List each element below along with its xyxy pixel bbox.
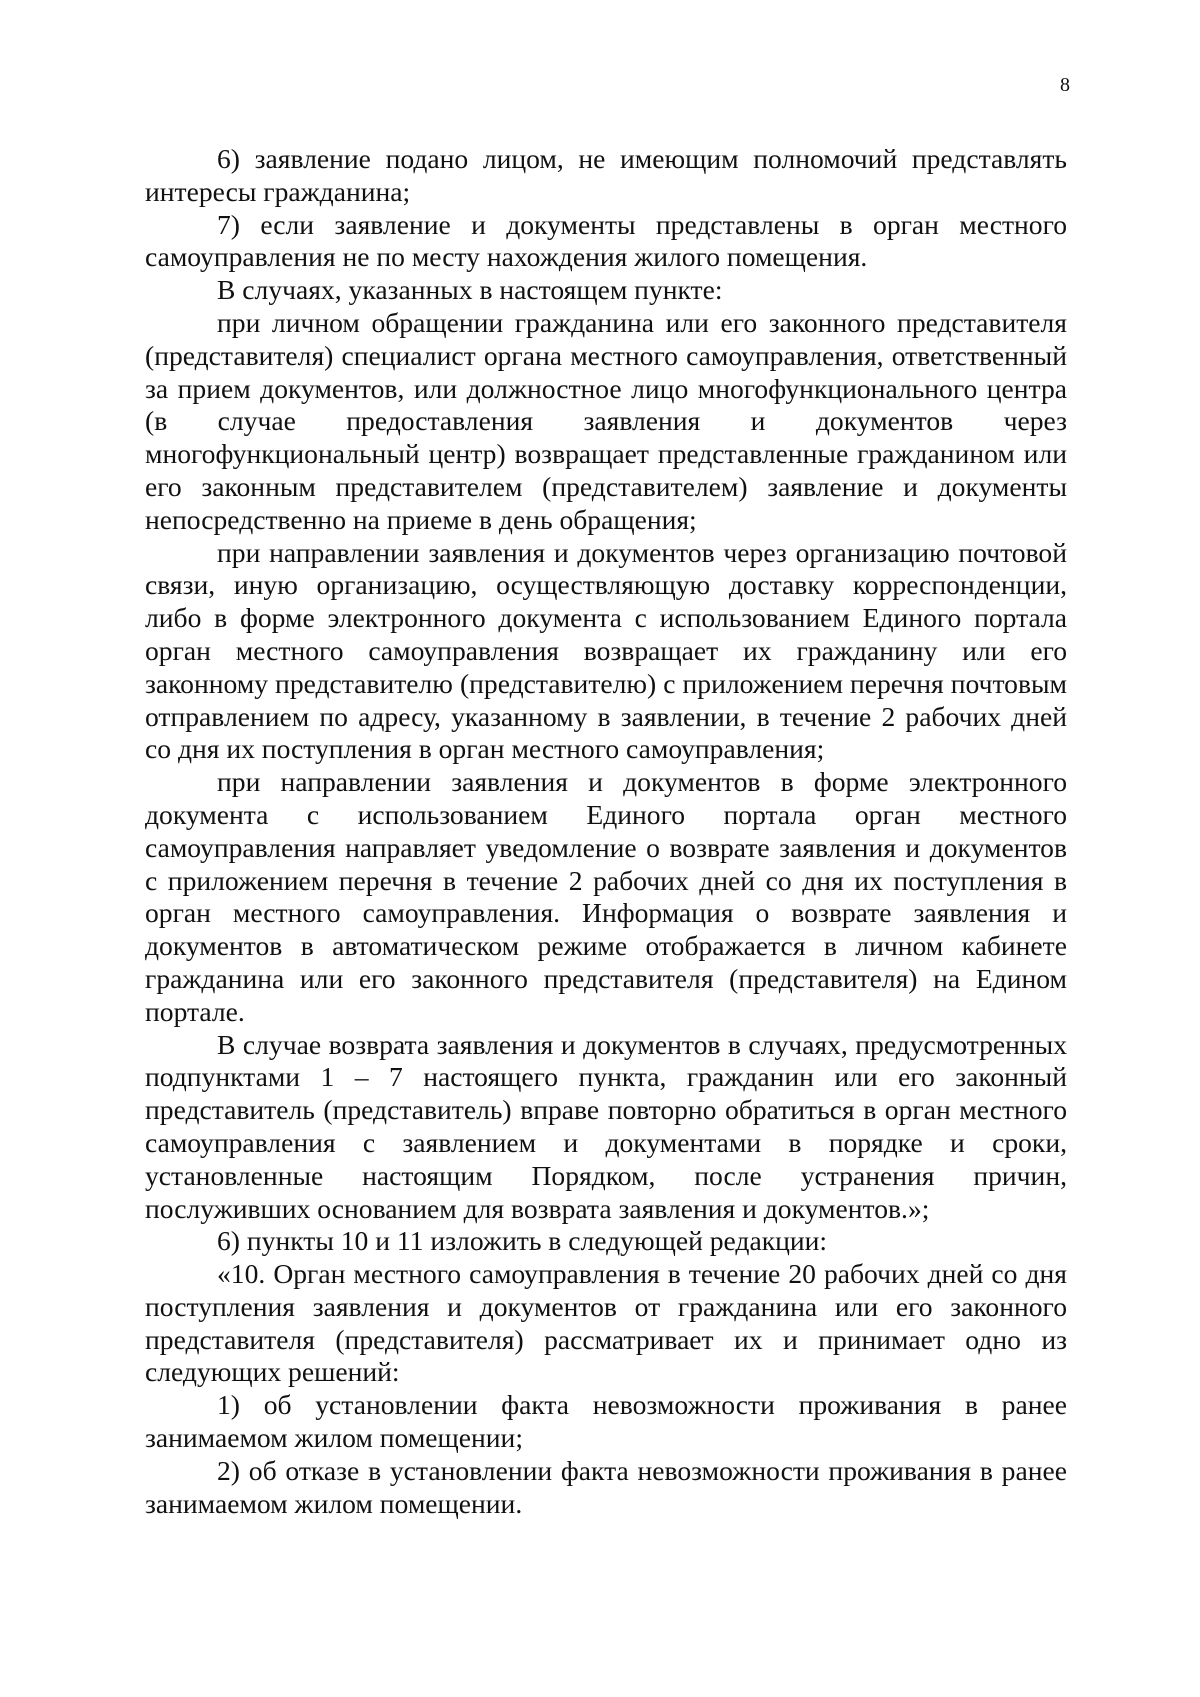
- paragraph-item-7: 7) если заявление и документы представлены в орган местного самоуправления не по месту нахождения жилого помещения.: [145, 208, 1067, 273]
- paragraph-decision-2: 2) об отказе в установлении факта невозможности проживания в ранее занимаемом жилом помещении.: [145, 1454, 1067, 1519]
- page-number: 8: [1060, 74, 1070, 96]
- paragraph-amendment-6: 6) пункты 10 и 11 изложить в следующей редакции:: [217, 1225, 828, 1257]
- paragraph-postal-submission: при направлении заявления и документов через организацию почтовой связи, иную организацию, осуществляющую доставку корреспонденции, либо в форме электронного документа с использованием Единого портала орган местного самоуправления возвращает их гражданину или его законному представителю (представителю) с приложением перечня почтовым отправлением по адресу, указанному в заявлении, в течение 2 рабочих дней со дня их поступления в орган местного самоуправления;: [145, 536, 1067, 765]
- paragraph-point-10: «10. Орган местного самоуправления в течение 20 рабочих дней со дня поступления заявления и документов от гражданина или его законного представителя (представителя) рассматривает их и принимает одно из следующих решений:: [145, 1258, 1067, 1388]
- paragraph-repeat-appeal: В случае возврата заявления и документов в случаях, предусмотренных подпунктами 1 – 7 настоящего пункта, гражданин или его законный представитель (представитель) вправе повторно обратиться в орган местного самоуправления с заявлением и документами в порядке и сроки, установленные настоящим Порядком, после устранения причин, послуживших основанием для возврата заявления и документов.»;: [145, 1028, 1067, 1224]
- paragraph-cases-intro: В случаях, указанных в настоящем пункте:: [217, 274, 723, 306]
- paragraph-electronic-submission: при направлении заявления и документов в форме электронного документа с использованием Единого портала орган местного самоуправления направляет уведомление о возврате заявления и документов с приложением перечня в течение 2 рабочих дней со дня их поступления в орган местного самоуправления. Информация о возврате заявления и документов в автоматическом режиме отображается в личном кабинете гражданина или его законного представителя (представителя) на Едином портале.: [145, 766, 1067, 1027]
- paragraph-item-6: 6) заявление подано лицом, не имеющим полномочий представлять интересы гражданина;: [145, 143, 1067, 207]
- paragraph-personal-appeal: при личном обращении гражданина или его законного представителя (представителя) специалист органа местного самоуправления, ответственный за прием документов, или должностное лицо многофункционального центра (в случае предоставления заявления и документов через многофункциональный центр) возвращает представленные гражданином или его законным представителем (представителем) заявление и документы непосредственно на приеме в день обращения;: [145, 306, 1067, 535]
- document-body: [145, 143, 1067, 1520]
- paragraph-decision-1: 1) об установлении факта невозможности проживания в ранее занимаемом жилом помещении;: [145, 1389, 1067, 1454]
